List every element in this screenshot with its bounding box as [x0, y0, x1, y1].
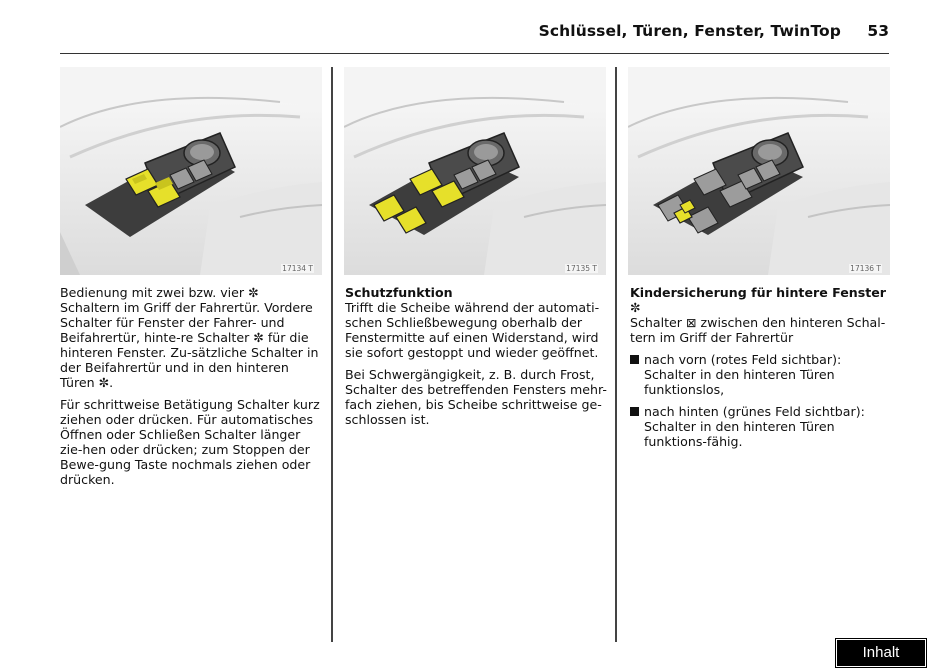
- bullet-text: nach vorn (rotes Feld sichtbar): Schalter in den hinteren Türen funktionslos,: [644, 352, 842, 397]
- heading-kindersicherung: Kindersicherung für hintere Fenster ✼: [630, 285, 886, 315]
- column-divider-1: [331, 67, 333, 642]
- column-1: [60, 285, 322, 494]
- bullet-square-icon: [630, 352, 644, 397]
- bullet-text: nach hinten (grünes Feld sichtbar): Schalter in den hinteren Türen funktions-fähig.: [644, 404, 865, 449]
- column-divider-2: [615, 67, 617, 642]
- paragraph-operation: Bedienung mit zwei bzw. vier ✼ Schaltern im Griff der Fahrertür. Vordere Schalter für Fenster der Fahrer- und Beifahrertür, hinte-re Schalter ✼ für die hinteren Fenster. Zu-sätzliche Schalter in der Beifahrertür und in den hinteren Türen ✼.: [60, 285, 319, 390]
- paragraph-protection: Trifft die Scheibe während der automati-schen Schließbewegung oberhalb der Fenstermitte auf einen Widerstand, wird sie sofort gestoppt und wieder geöffnet.: [345, 300, 600, 360]
- figure-door-switches-two: [60, 67, 322, 275]
- page-number: 53: [867, 22, 889, 40]
- column-3: [630, 285, 892, 456]
- column-2: [345, 285, 607, 434]
- paragraph-frost: Bei Schwergängigkeit, z. B. durch Frost, Schalter des betreffenden Fensters mehr-fach ziehen, bis Scheibe schrittweise ge-schlossen ist.: [345, 367, 607, 427]
- heading-schutzfunktion: Schutzfunktion: [345, 285, 453, 300]
- list-item: [630, 404, 892, 449]
- figure-child-lock-switch: [628, 67, 890, 275]
- running-header-title: Schlüssel, Türen, Fenster, TwinTop: [538, 22, 841, 40]
- paragraph-stepwise: Für schrittweise Betätigung Schalter kurz ziehen oder drücken. Für automatisches Öffnen oder Schließen Schalter länger zie-hen oder drücken; zum Stoppen der Bewe-gung Taste nochmals ziehen oder drücken.: [60, 397, 320, 487]
- paragraph-child-switch: Schalter ⊠ zwischen den hinteren Schal-tern im Griff der Fahrertür: [630, 315, 886, 345]
- bullet-square-icon: [630, 404, 644, 449]
- figure-code: 17136 T: [850, 264, 881, 273]
- figure-code: 17134 T: [282, 264, 313, 273]
- header-rule: [60, 53, 889, 54]
- figure-door-switches-four: [344, 67, 606, 275]
- list-item: [630, 352, 892, 397]
- inhalt-button[interactable]: Inhalt: [836, 639, 926, 667]
- figure-code: 17135 T: [566, 264, 597, 273]
